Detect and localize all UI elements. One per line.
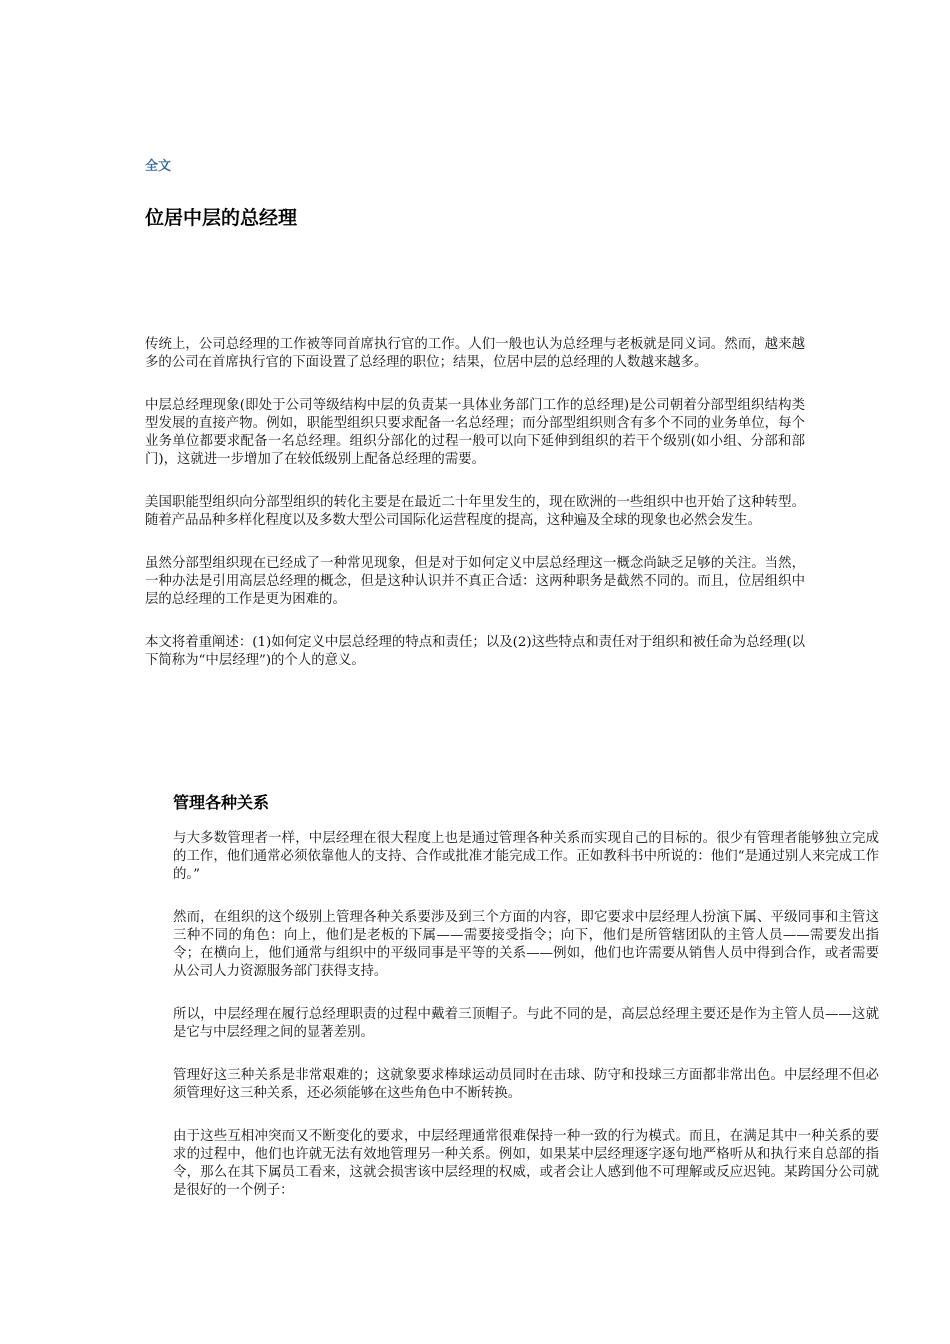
section-title: 管理各种关系	[173, 793, 270, 812]
intro-paragraph: 本文将着重阐述：(1)如何定义中层总经理的特点和责任；以及(2)这些特点和责任对于组织和被任命为总经理(以下简称为“中层经理”)的个人的意义。	[145, 635, 805, 668]
intro-paragraph: 中层总经理现象(即处于公司等级结构中层的负责某一具体业务部门工作的总经理)是公司朝着分部型组织结构类型发展的直接产物。例如，职能型组织只要求配备一名总经理；而分部型组织则含有多个不同的业务单位，每个业务单位都要求配备一名总经理。组织分部化的过程一般可以向下延伸到组织的若干个级别(如小组、分部和部门)，这就进一步增加了在较低级别上配备总经理的需要。	[145, 398, 805, 467]
document-label: 全文	[145, 159, 172, 174]
intro-paragraph: 美国职能型组织向分部型组织的转化主要是在最近二十年里发生的，现在欧洲的一些组织中也开始了这种转型。随着产品品种多样化程度以及多数大型公司国际化运营程度的提高，这种遍及全球的现象也必然会发生。	[145, 495, 805, 528]
intro-paragraph: 虽然分部型组织现在已经成了一种常见现象，但是对于如何定义中层总经理这一概念尚缺乏足够的关注。当然，一种办法是引用高层总经理的概念，但是这种认识并不真正合适：这两种职务是截然不同的。而且，位居组织中层的总经理的工作是更为困难的。	[145, 556, 805, 607]
document-title: 位居中层的总经理	[145, 207, 298, 229]
section-paragraph: 管理好这三种关系是非常艰难的；这就象要求棒球运动员同时在击球、防守和投球三方面都非常出色。中层经理不但必须管理好这三种关系，还必须能够在这些角色中不断转换。	[173, 1068, 879, 1101]
section-paragraph: 所以，中层经理在履行总经理职责的过程中戴着三顶帽子。与此不同的是，高层总经理主要还是作为主管人员——这就是它与中层经理之间的显著差别。	[173, 1007, 879, 1040]
intro-paragraph: 传统上，公司总经理的工作被等同首席执行官的工作。人们一般也认为总经理与老板就是同义词。然而，越来越多的公司在首席执行官的下面设置了总经理的职位；结果，位居中层的总经理的人数越来越多。	[145, 337, 805, 370]
intro-section	[145, 336, 805, 695]
section-paragraph: 与大多数管理者一样，中层经理在很大程度上也是通过管理各种关系而实现自己的目标的。很少有管理者能够独立完成的工作，他们通常必须依靠他人的支持、合作或批准才能完成工作。正如教科书中所说的：他们“是通过别人来完成工作的。”	[173, 831, 879, 882]
section-paragraph: 然而，在组织的这个级别上管理各种关系要涉及到三个方面的内容，即它要求中层经理人扮演下属、平级同事和主管这三种不同的角色：向上，他们是老板的下属——需要接受指令；向下，他们是所管辖团队的主管人员——需要发出指令；在横向上，他们通常与组织中的平级同事是平等的关系——例如，他们也许需要从销售人员中得到合作，或者需要从公司人力资源服务部门获得支持。	[173, 910, 879, 979]
relationships-section	[173, 790, 879, 1225]
section-paragraph: 由于这些互相冲突而又不断变化的要求，中层经理通常很难保持一种一致的行为模式。而且，在满足其中一种关系的要求的过程中，他们也许就无法有效地管理另一种关系。例如，如果某中层经理逐字逐句地严格听从和执行来自总部的指令，那么在其下属员工看来，这就会损害该中层经理的权威，或者会让人感到他不可理解或反应迟钝。某跨国分公司就是很好的一个例子：	[173, 1129, 879, 1198]
